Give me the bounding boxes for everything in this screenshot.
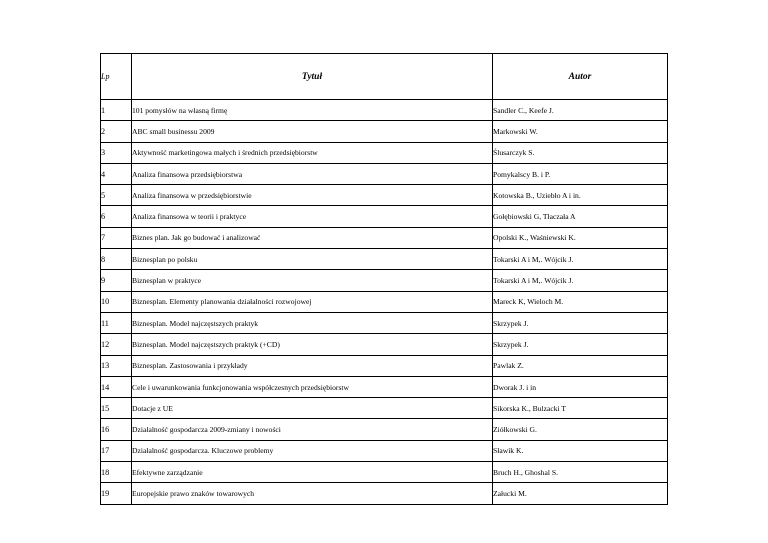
book-author: Ziółkowski G.	[493, 419, 668, 440]
book-author: Sikorska K., Bulzacki T	[493, 398, 668, 419]
header-row	[101, 54, 668, 100]
book-author: Tokarski A i M,. Wójcik J.	[493, 270, 668, 291]
table-row	[101, 249, 668, 270]
book-author: Załucki M.	[493, 483, 668, 504]
table-row	[101, 185, 668, 206]
book-title: Biznesplan. Model najczęstszych praktyk	[132, 312, 493, 333]
table-row	[101, 440, 668, 461]
book-title: Biznesplan po polsku	[132, 249, 493, 270]
book-title: Biznes plan. Jak go budować i analizować	[132, 227, 493, 248]
book-title: Europejskie prawo znaków towarowych	[132, 483, 493, 504]
book-title: Działalność gospodarcza 2009-zmiany i nowości	[132, 419, 493, 440]
title-header: Tytuł	[132, 54, 493, 100]
book-author: Skrzypek J.	[493, 334, 668, 355]
row-number: 7	[101, 227, 132, 248]
book-author: Skrzypek J.	[493, 312, 668, 333]
book-author: Pomykalscy B. i P.	[493, 163, 668, 184]
row-number: 11	[101, 312, 132, 333]
table-row	[101, 419, 668, 440]
book-title: Cele i uwarunkowania funkcjonowania współczesnych przedsiębiorstw	[132, 376, 493, 397]
book-author: Dworak J. i in	[493, 376, 668, 397]
book-author: Ślusarczyk S.	[493, 142, 668, 163]
book-table	[100, 53, 668, 505]
table-row	[101, 100, 668, 121]
book-title: Analiza finansowa w teorii i praktyce	[132, 206, 493, 227]
row-number: 13	[101, 355, 132, 376]
row-number: 5	[101, 185, 132, 206]
book-author: Bruch H., Ghoshal S.	[493, 462, 668, 483]
book-title: Działalność gospodarcza. Kluczowe problemy	[132, 440, 493, 461]
row-number: 4	[101, 163, 132, 184]
book-author: Sławik K.	[493, 440, 668, 461]
row-number: 10	[101, 291, 132, 312]
table-row	[101, 312, 668, 333]
table-row	[101, 462, 668, 483]
book-title: Analiza finansowa przedsiębiorstwa	[132, 163, 493, 184]
table-row	[101, 270, 668, 291]
row-number: 2	[101, 121, 132, 142]
book-author: Kotowska B., Uziebło A i in.	[493, 185, 668, 206]
book-title: Analiza finansowa w przedsiębiorstwie	[132, 185, 493, 206]
table-row	[101, 291, 668, 312]
book-author: Pawlak Z.	[493, 355, 668, 376]
table-row	[101, 355, 668, 376]
row-number: 17	[101, 440, 132, 461]
table-row	[101, 398, 668, 419]
table-row	[101, 206, 668, 227]
table-row	[101, 163, 668, 184]
row-number: 9	[101, 270, 132, 291]
book-author: Markowski W.	[493, 121, 668, 142]
book-title: Biznesplan. Zastosowania i przykłady	[132, 355, 493, 376]
book-title: Aktywność marketingowa małych i średnich przedsiębiorstw	[132, 142, 493, 163]
row-number: 6	[101, 206, 132, 227]
row-number: 15	[101, 398, 132, 419]
table-row	[101, 142, 668, 163]
book-title: ABC small businessu 2009	[132, 121, 493, 142]
row-number: 18	[101, 462, 132, 483]
book-title: Biznesplan w praktyce	[132, 270, 493, 291]
book-author: Gołębiowski G, Tłaczała A	[493, 206, 668, 227]
table-row	[101, 121, 668, 142]
book-title: Biznesplan. Elementy planowania działalności rozwojowej	[132, 291, 493, 312]
row-number: 12	[101, 334, 132, 355]
lp-header: Lp	[101, 54, 132, 100]
book-author: Opolski K., Waśniewski K.	[493, 227, 668, 248]
table-row	[101, 483, 668, 504]
book-title: Efektywne zarządzanie	[132, 462, 493, 483]
table-body	[101, 100, 668, 505]
table-row	[101, 376, 668, 397]
row-number: 8	[101, 249, 132, 270]
table-row	[101, 227, 668, 248]
row-number: 19	[101, 483, 132, 504]
book-author: Tokarski A i M,. Wójcik J.	[493, 249, 668, 270]
row-number: 14	[101, 376, 132, 397]
table-row	[101, 334, 668, 355]
book-title: 101 pomysłów na własną firmę	[132, 100, 493, 121]
book-author: Mareck K, Wieloch M.	[493, 291, 668, 312]
book-title: Biznesplan. Model najczęstszych praktyk (+CD)	[132, 334, 493, 355]
row-number: 3	[101, 142, 132, 163]
author-header: Autor	[493, 54, 668, 100]
row-number: 1	[101, 100, 132, 121]
row-number: 16	[101, 419, 132, 440]
book-title: Dotacje z UE	[132, 398, 493, 419]
book-author: Sandler C., Keefe J.	[493, 100, 668, 121]
